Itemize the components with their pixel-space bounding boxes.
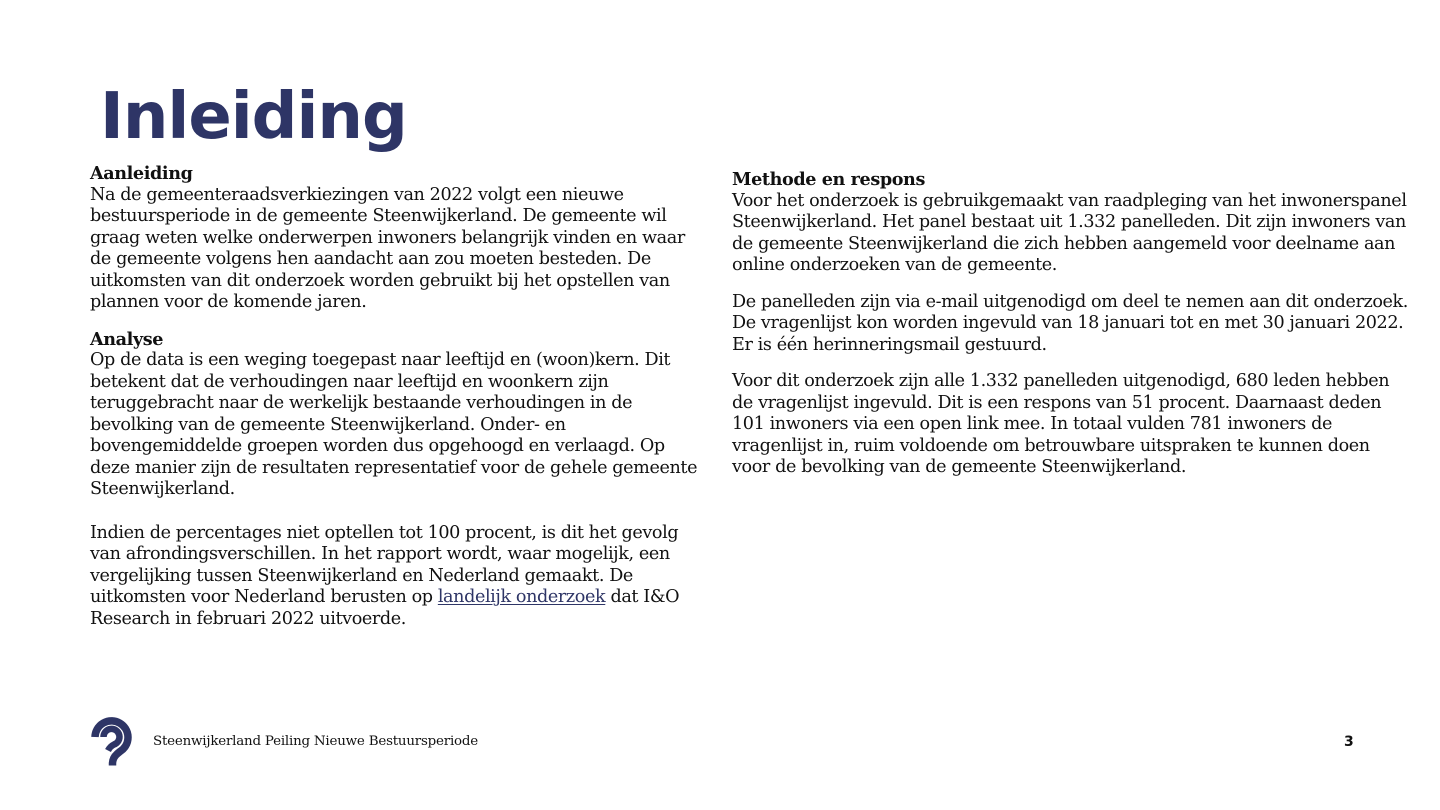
section-heading-analyse: Analyse xyxy=(90,328,164,350)
paragraph-methode-2: De panelleden zijn via e-mail uitgenodigd om deel te nemen aan dit onderzoek. De vragenlijst kon worden ingevuld van 18 januari tot en met 30 januari 2022. Er is één herinneringsmail gestuurd. xyxy=(732,291,1409,355)
paragraph-methode-3: Voor dit onderzoek zijn alle 1.332 panelleden uitgenodigd, 680 leden hebben de vragenlijst ingevuld. Dit is een respons van 51 procent. Daarnaast deden 101 inwoners via een open link mee. In totaal vulden 781 inwoners de vragenlijst in, ruim voldoende om betrouwbare uitspraken te kunnen doen voor de bevolking van de gemeente Steenwijkerland. xyxy=(732,371,1390,477)
section-heading-methode: Methode en respons xyxy=(732,169,925,190)
footer-document-title: Steenwijkerland Peiling Nieuwe Bestuursperiode xyxy=(153,734,478,749)
section-aanleiding xyxy=(90,163,700,314)
right-column xyxy=(732,169,1412,479)
page-number: 3 xyxy=(1344,734,1354,750)
paragraph-analyse: Op de data is een weging toegepast naar leeftijd en (woon)kern. Dit betekent dat de verhoudingen naar leeftijd en woonkern zijn teruggebracht naar de werkelijk bestaande verhoudingen in de bevolking van de gemeente Steenwijkerland. Onder- en bovengemiddelde groepen worden dus opgehoogd en verlaagd. Op deze manier zijn de resultaten representatief voor de gehele gemeente Steenwijkerland. xyxy=(90,350,698,499)
section-heading-aanleiding: Aanleiding xyxy=(90,163,193,184)
paragraph-methode-1: Voor het onderzoek is gebruikgemaakt van raadpleging van het inwonerspanel Steenwijkerland. Het panel bestaat uit 1.332 panelleden. Dit zijn inwoners van de gemeente Steenwijkerland die zich hebben aangemeld voor deelname aan online onderzoeken van de gemeente. xyxy=(732,190,1407,275)
ear-question-logo-icon xyxy=(88,716,136,770)
section-analyse xyxy=(90,329,700,631)
paragraph-percentages-text: Indien de percentages niet optellen tot 100 procent, is dit het gevolg van afrondingsverschillen. In het rapport wordt, waar mogelijk, een vergelijking tussen Steenwijkerland en Nederland gemaakt. De uitkomsten voor Nederland berusten op xyxy=(90,522,679,607)
left-column xyxy=(90,163,700,630)
page-title: Inleiding xyxy=(100,80,407,154)
paragraph-percentages xyxy=(90,523,700,631)
landelijk-onderzoek-link[interactable]: landelijk onderzoek xyxy=(437,587,606,607)
section-methode xyxy=(732,169,1412,479)
paragraph-percentages-text-end: dat I&O Research in februari 2022 uitvoerde. xyxy=(90,587,680,629)
paragraph-aanleiding: Na de gemeenteraadsverkiezingen van 2022 volgt een nieuwe bestuursperiode in de gemeente Steenwijkerland. De gemeente wil graag weten welke onderwerpen inwoners belangrijk vinden en waar de gemeente volgens hen aandacht aan zou moeten besteden. De uitkomsten van dit onderzoek worden gebruikt bij het opstellen van plannen voor de komende jaren. xyxy=(90,184,685,312)
